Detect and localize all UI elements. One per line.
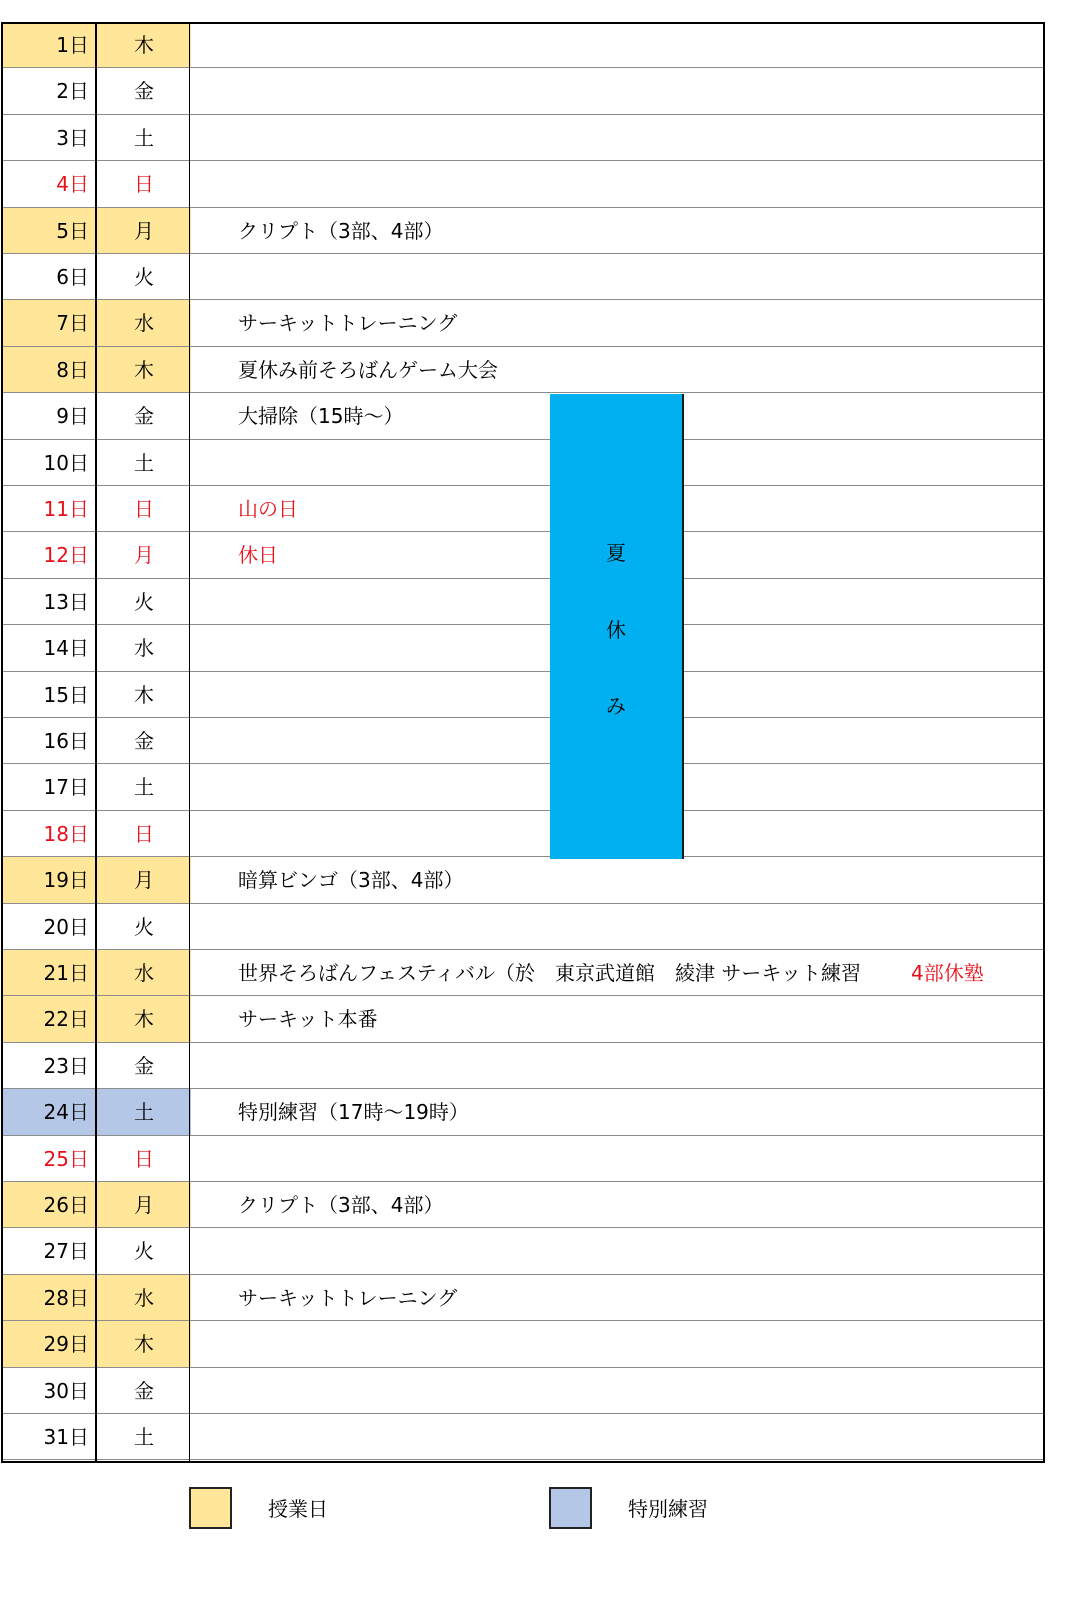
calendar-row <box>1 68 1045 114</box>
calendar-row <box>1 811 1045 857</box>
weekday-cell: 土 <box>134 125 154 150</box>
column-divider-date <box>95 22 97 1463</box>
calendar-table <box>1 22 1045 1463</box>
event-text: 特別練習（17時～19時） <box>238 1100 469 1125</box>
calendar-row <box>1 1368 1045 1414</box>
event-text: 暗算ビンゴ（3部、4部） <box>238 868 464 893</box>
date-cell: 5日 <box>1 208 95 254</box>
summer-break-char: み <box>606 694 626 718</box>
calendar-row <box>1 625 1045 671</box>
date-cell: 6日 <box>56 265 89 289</box>
date-cell: 21日 <box>1 950 95 996</box>
date-cell: 15日 <box>43 682 89 707</box>
weekday-cell: 木 <box>97 22 191 68</box>
calendar-row <box>1 672 1045 718</box>
date-cell: 7日 <box>1 300 95 346</box>
weekday-cell: 日 <box>134 821 154 846</box>
weekday-cell: 月 <box>134 543 154 568</box>
legend-label-class-day: 授業日 <box>268 1497 328 1521</box>
date-cell: 4日 <box>56 172 89 197</box>
calendar-row <box>1 1043 1045 1089</box>
weekday-cell: 水 <box>97 1275 191 1321</box>
date-cell: 10日 <box>43 450 89 475</box>
calendar-row <box>1 347 1045 393</box>
calendar-row <box>1 208 1045 254</box>
event-text: 大掃除（15時～） <box>238 404 404 429</box>
calendar-row <box>1 393 1045 439</box>
date-cell: 24日 <box>1 1089 95 1135</box>
weekday-cell: 日 <box>134 172 154 197</box>
calendar-row <box>1 115 1045 161</box>
weekday-cell: 火 <box>134 589 154 614</box>
date-cell: 17日 <box>43 775 89 800</box>
weekday-cell: 日 <box>134 497 154 521</box>
date-cell: 29日 <box>1 1321 95 1367</box>
event-text: 夏休み前そろばんゲーム大会 <box>238 357 498 382</box>
calendar-row <box>1 950 1045 996</box>
calendar-row <box>1 1414 1045 1460</box>
weekday-cell: 土 <box>134 775 154 800</box>
calendar-row <box>1 718 1045 764</box>
date-cell: 23日 <box>43 1053 89 1078</box>
calendar-row <box>1 254 1045 300</box>
calendar-row <box>1 1089 1045 1135</box>
weekday-cell: 金 <box>134 404 154 429</box>
calendar-row <box>1 440 1045 486</box>
calendar-row <box>1 764 1045 810</box>
date-cell: 22日 <box>1 996 95 1042</box>
date-cell: 20日 <box>43 914 89 939</box>
weekday-cell: 木 <box>97 347 191 393</box>
weekday-cell: 木 <box>97 996 191 1042</box>
calendar-row <box>1 300 1045 346</box>
weekday-cell: 土 <box>134 1425 154 1449</box>
weekday-cell: 金 <box>134 1053 154 1078</box>
date-cell: 16日 <box>43 729 89 753</box>
date-cell: 12日 <box>43 543 89 568</box>
date-cell: 3日 <box>56 125 89 150</box>
legend-swatch-class-day <box>189 1487 232 1529</box>
calendar-row <box>1 1275 1045 1321</box>
date-cell: 19日 <box>1 857 95 903</box>
calendar-row <box>1 1321 1045 1367</box>
weekday-cell: 土 <box>134 450 154 475</box>
weekday-cell: 水 <box>97 950 191 996</box>
date-cell: 14日 <box>43 636 89 661</box>
date-cell: 8日 <box>1 347 95 393</box>
weekday-cell: 月 <box>97 1182 191 1228</box>
date-cell: 25日 <box>43 1146 89 1171</box>
calendar-row <box>1 22 1045 68</box>
calendar-row <box>1 1182 1045 1228</box>
weekday-cell: 火 <box>134 265 154 289</box>
calendar-row <box>1 532 1045 578</box>
event-text: 山の日 <box>238 497 298 521</box>
summer-break-char: 休 <box>606 618 626 642</box>
column-divider-dow <box>189 22 190 1463</box>
date-cell: 13日 <box>43 589 89 614</box>
date-cell: 28日 <box>1 1275 95 1321</box>
weekday-cell: 木 <box>134 682 154 707</box>
weekday-cell: 金 <box>134 79 154 104</box>
date-cell: 9日 <box>56 404 89 429</box>
weekday-cell: 金 <box>134 729 154 753</box>
weekday-cell: 水 <box>97 300 191 346</box>
weekday-cell: 火 <box>134 1239 154 1264</box>
event-text: サーキット本番 <box>238 1007 378 1032</box>
summer-break-char: 夏 <box>606 541 626 565</box>
event-text: クリプト（3部、4部） <box>238 218 444 243</box>
date-cell: 26日 <box>1 1182 95 1228</box>
weekday-cell: 土 <box>97 1089 191 1135</box>
weekday-cell: 金 <box>134 1378 154 1403</box>
calendar-row <box>1 1136 1045 1182</box>
summer-break-block <box>550 394 684 859</box>
event-text: サーキットトレーニング <box>238 311 458 336</box>
calendar-row <box>1 1228 1045 1274</box>
date-cell: 31日 <box>43 1425 89 1449</box>
event-text: クリプト（3部、4部） <box>238 1193 444 1217</box>
date-cell: 11日 <box>43 497 89 521</box>
date-cell: 18日 <box>43 821 89 846</box>
legend-label-special-practice: 特別練習 <box>628 1497 708 1521</box>
date-cell: 2日 <box>56 79 89 104</box>
weekday-cell: 月 <box>97 857 191 903</box>
weekday-cell: 火 <box>134 914 154 939</box>
calendar-row <box>1 579 1045 625</box>
calendar-row <box>1 904 1045 950</box>
weekday-cell: 日 <box>134 1146 154 1171</box>
event-text: 休日 <box>238 543 278 568</box>
date-cell: 30日 <box>43 1378 89 1403</box>
legend-swatch-special-practice <box>549 1487 592 1529</box>
calendar-row <box>1 857 1045 903</box>
date-cell: 1日 <box>1 22 95 68</box>
event-text: 世界そろばんフェスティバル（於 東京武道館 綾津 サーキット練習 <box>238 961 861 985</box>
date-cell: 27日 <box>43 1239 89 1264</box>
weekday-cell: 木 <box>97 1321 191 1367</box>
calendar-row <box>1 161 1045 207</box>
calendar-row <box>1 486 1045 532</box>
calendar-row <box>1 996 1045 1042</box>
weekday-cell: 月 <box>97 208 191 254</box>
weekday-cell: 水 <box>134 636 154 661</box>
event-text: サーキットトレーニング <box>238 1285 458 1310</box>
event-note: 4部休塾 <box>911 961 984 985</box>
